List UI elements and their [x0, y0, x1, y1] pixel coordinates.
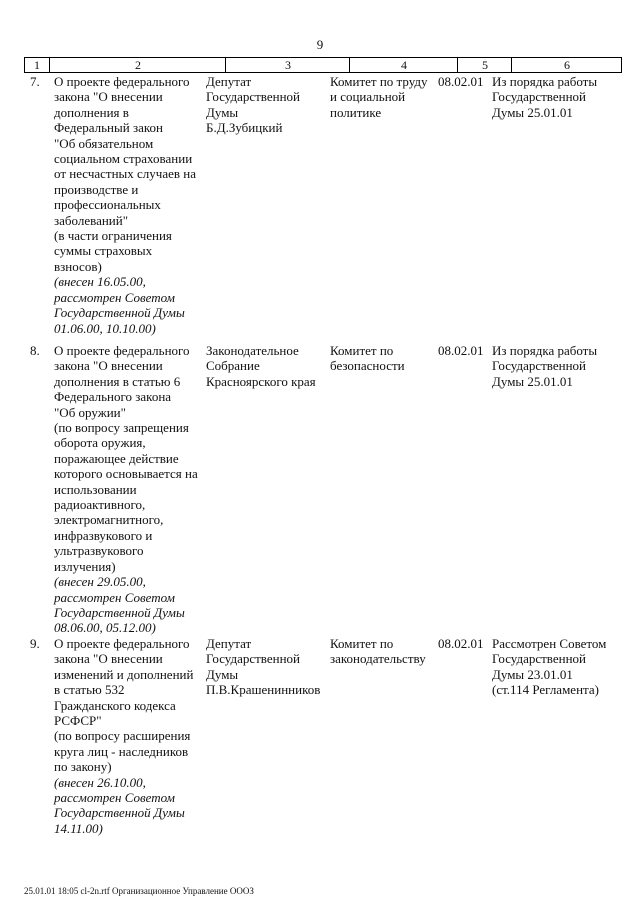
header-cell-6: 6	[511, 58, 622, 72]
bill-title-line: оборота оружия,	[54, 435, 146, 451]
committee-line: Комитет по труду	[330, 74, 428, 89]
bill-title	[54, 343, 202, 636]
bill-title-line: (по вопросу запрещения	[54, 420, 189, 436]
bill-title	[54, 636, 202, 836]
header-cell-4: 4	[349, 58, 458, 72]
document-footer: 25.01.01 18:05 cl-2n.rtf Организационное Управление ОООЗ	[24, 886, 254, 896]
committee-line: и социальной	[330, 89, 406, 105]
bill-title-line: использовании	[54, 481, 137, 497]
bill-note-line: 08.06.00, 05.12.00)	[54, 620, 156, 636]
author-line: П.В.Крашенинников	[206, 682, 321, 698]
author-line: Законодательное	[206, 343, 299, 358]
header-cell-3: 3	[225, 58, 350, 72]
header-cell-2: 2	[49, 58, 226, 72]
date: 08.02.01	[438, 343, 484, 358]
bill-title-line: дополнения в статью 6	[54, 373, 181, 389]
bill-title-line: (в части ограничения	[54, 228, 172, 244]
author-line: Б.Д.Зубицкий	[206, 120, 283, 136]
committee-line: безопасности	[330, 358, 405, 374]
bill-note-line: рассмотрен Советом	[54, 589, 175, 605]
bill-title	[54, 74, 202, 336]
status	[492, 343, 617, 389]
bill-note-line: 01.06.00, 10.10.00)	[54, 320, 156, 336]
committee-line: политике	[330, 104, 382, 120]
bill-note-line: Государственной Думы	[54, 305, 185, 321]
table-header	[24, 57, 622, 73]
bill-title-line: О проекте федерального	[54, 343, 190, 358]
bill-title-line: РСФСР"	[54, 713, 102, 729]
committee-line: законодательству	[330, 651, 426, 667]
author-line: Государственной	[206, 651, 301, 667]
status-line: Думы 23.01.01	[492, 666, 573, 682]
bill-title-line: производстве и	[54, 181, 139, 197]
bill-title-line: поражающее действие	[54, 450, 179, 466]
bill-title-line: закона "О внесении	[54, 358, 163, 374]
bill-title-line: О проекте федерального	[54, 636, 190, 651]
status	[492, 74, 617, 120]
bill-title-line: от несчастных случаев на	[54, 166, 196, 182]
committee-line: Комитет по	[330, 636, 394, 651]
bill-note-line: (внесен 16.05.00,	[54, 274, 146, 290]
bill-title-line: социальном страховании	[54, 151, 193, 167]
bill-title-line: круга лиц - наследников	[54, 743, 189, 759]
row-number: 7.	[30, 74, 40, 89]
header-cell-1: 1	[34, 58, 40, 72]
bill-note-line: (внесен 26.10.00,	[54, 774, 146, 790]
author-line: Собрание	[206, 358, 260, 374]
status	[492, 636, 617, 698]
bill-note-line: Государственной Думы	[54, 604, 185, 620]
committee	[330, 636, 434, 667]
author-line: Государственной	[206, 89, 301, 105]
bill-title-line: закона "О внесении	[54, 89, 163, 105]
bill-title-line: О проекте федерального	[54, 74, 190, 89]
bill-title-line: по закону)	[54, 759, 112, 775]
bill-title-line: закона "О внесении	[54, 651, 163, 667]
bill-title-line: Федерального закона	[54, 389, 172, 405]
author-line: Депутат	[206, 74, 252, 89]
bill-author	[206, 636, 326, 698]
bill-note-line: рассмотрен Советом	[54, 289, 175, 305]
bill-title-line: ультразвукового	[54, 543, 144, 559]
status-line: Государственной	[492, 358, 587, 374]
status-line: Из порядка работы	[492, 343, 598, 358]
status-line: Государственной	[492, 651, 587, 667]
bill-title-line: Федеральный закон	[54, 120, 163, 136]
page-number: 9	[316, 37, 324, 52]
bill-title-line: (по вопросу расширения	[54, 728, 191, 744]
header-cell-5: 5	[457, 58, 512, 72]
bill-title-line: "Об оружии"	[54, 404, 126, 420]
bill-title-line: взносов)	[54, 258, 102, 274]
bill-author	[206, 74, 326, 136]
bill-note-line: (внесен 29.05.00,	[54, 574, 146, 590]
author-line: Депутат	[206, 636, 252, 651]
status-line: Думы 25.01.01	[492, 373, 573, 389]
author-line: Красноярского края	[206, 373, 316, 389]
bill-title-line: радиоактивного,	[54, 497, 146, 513]
bill-note-line: рассмотрен Советом	[54, 790, 175, 806]
committee	[330, 343, 434, 374]
bill-title-line: дополнения в	[54, 104, 129, 120]
bill-title-line: Гражданского кодекса	[54, 697, 176, 713]
status-line: Из порядка работы	[492, 74, 598, 89]
bill-title-line: в статью 532	[54, 682, 125, 698]
bill-title-line: суммы страховых	[54, 243, 153, 259]
bill-title-line: которого основывается на	[54, 466, 198, 482]
status-line: Рассмотрен Советом	[492, 636, 607, 651]
status-line: Государственной	[492, 89, 587, 105]
committee	[330, 74, 434, 120]
bill-title-line: излучения)	[54, 558, 116, 574]
date: 08.02.01	[438, 636, 484, 651]
bill-title-line: заболеваний"	[54, 212, 129, 228]
bill-note-line: 14.11.00)	[54, 820, 103, 836]
author-line: Думы	[206, 666, 239, 682]
row-number: 8.	[30, 343, 40, 358]
bill-title-line: изменений и дополнений	[54, 666, 194, 682]
bill-title-line: профессиональных	[54, 197, 161, 213]
bill-title-line: инфразвукового и	[54, 527, 153, 543]
status-line: Думы 25.01.01	[492, 104, 573, 120]
committee-line: Комитет по	[330, 343, 394, 358]
date: 08.02.01	[438, 74, 484, 89]
author-line: Думы	[206, 104, 239, 120]
row-number: 9.	[30, 636, 40, 651]
status-line: (ст.114 Регламента)	[492, 682, 599, 698]
bill-author	[206, 343, 326, 389]
bill-title-line: "Об обязательном	[54, 135, 154, 151]
bill-note-line: Государственной Думы	[54, 805, 185, 821]
bill-title-line: электромагнитного,	[54, 512, 164, 528]
